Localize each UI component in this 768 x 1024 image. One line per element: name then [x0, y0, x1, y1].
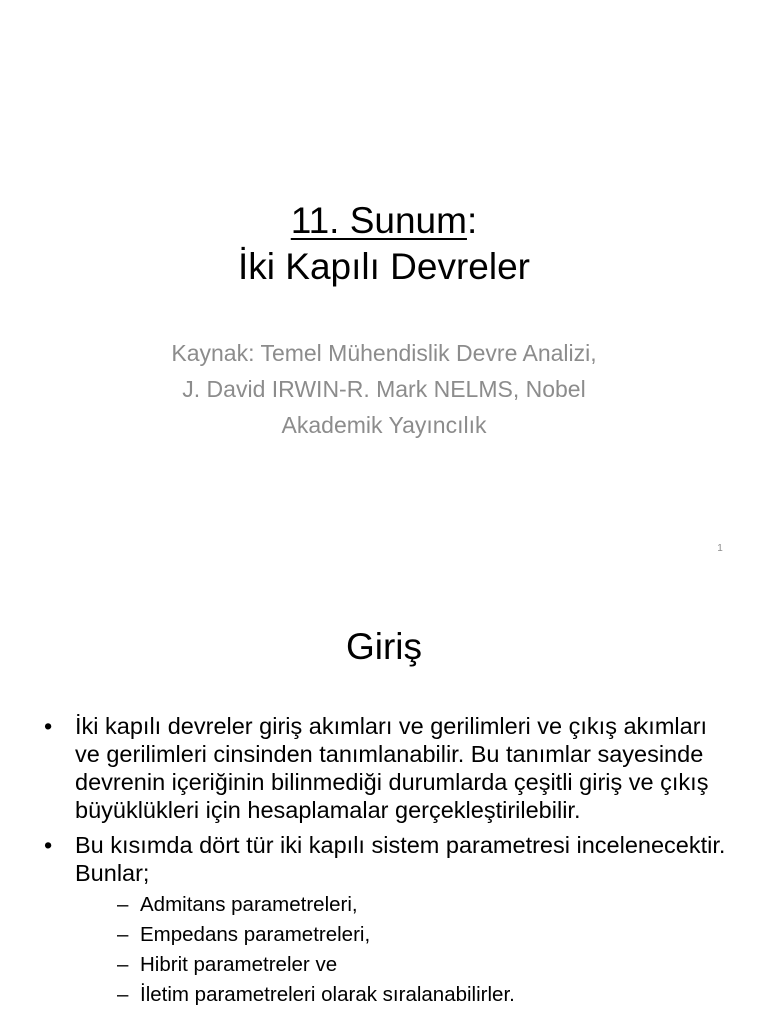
slide-title — [0, 198, 768, 290]
list-item — [44, 712, 734, 824]
title-colon: : — [466, 200, 478, 241]
bullet-icon: • — [44, 713, 53, 739]
sub-list-item — [117, 950, 734, 980]
sub-list-item — [117, 920, 734, 950]
sub-item-text: Empedans parametreleri, — [140, 923, 371, 946]
slide-2 — [0, 576, 768, 1024]
subtitle-line: Akademik Yayıncılık — [281, 412, 487, 438]
sub-list-item — [117, 980, 734, 1010]
sub-item-text: İletim parametreleri olarak sıralanabilirler. — [140, 983, 515, 1006]
bullet-icon: • — [44, 832, 53, 858]
list-item — [44, 831, 734, 1010]
title-number: 11. Sunum — [290, 200, 467, 241]
bullet-text: İki kapılı devreler giriş akımları ve gerilimleri ve çıkış akımları ve gerilimleri cinsinden tanımlanabilir. Bu tanımlar sayesinde devrenin içeriğinin bilinmediği durumlarda çeşitli giriş ve çıkış büyüklükleri için hesaplamalar gerçekleştirilebilir. — [75, 713, 709, 823]
page-number: 1 — [717, 543, 723, 554]
dash-icon: – — [117, 893, 129, 916]
sub-item-text: Admitans parametreleri, — [140, 893, 358, 916]
sub-list — [75, 890, 734, 1010]
dash-icon: – — [117, 923, 129, 946]
source-subtitle — [110, 335, 658, 443]
subtitle-line: Kaynak: Temel Mühendislik Devre Analizi, — [171, 340, 597, 366]
bullet-list — [44, 712, 734, 1017]
sub-list-item — [117, 890, 734, 920]
slide-title: Giriş — [345, 626, 423, 667]
bullet-text: Bu kısımda dört tür iki kapılı sistem parametresi incelenecektir. Bunlar; — [75, 832, 726, 886]
dash-icon: – — [117, 983, 129, 1006]
title-line-2: İki Kapılı Devreler — [238, 246, 530, 287]
sub-item-text: Hibrit parametreler ve — [140, 953, 338, 976]
subtitle-line: J. David IRWIN-R. Mark NELMS, Nobel — [182, 376, 586, 402]
dash-icon: – — [117, 953, 129, 976]
